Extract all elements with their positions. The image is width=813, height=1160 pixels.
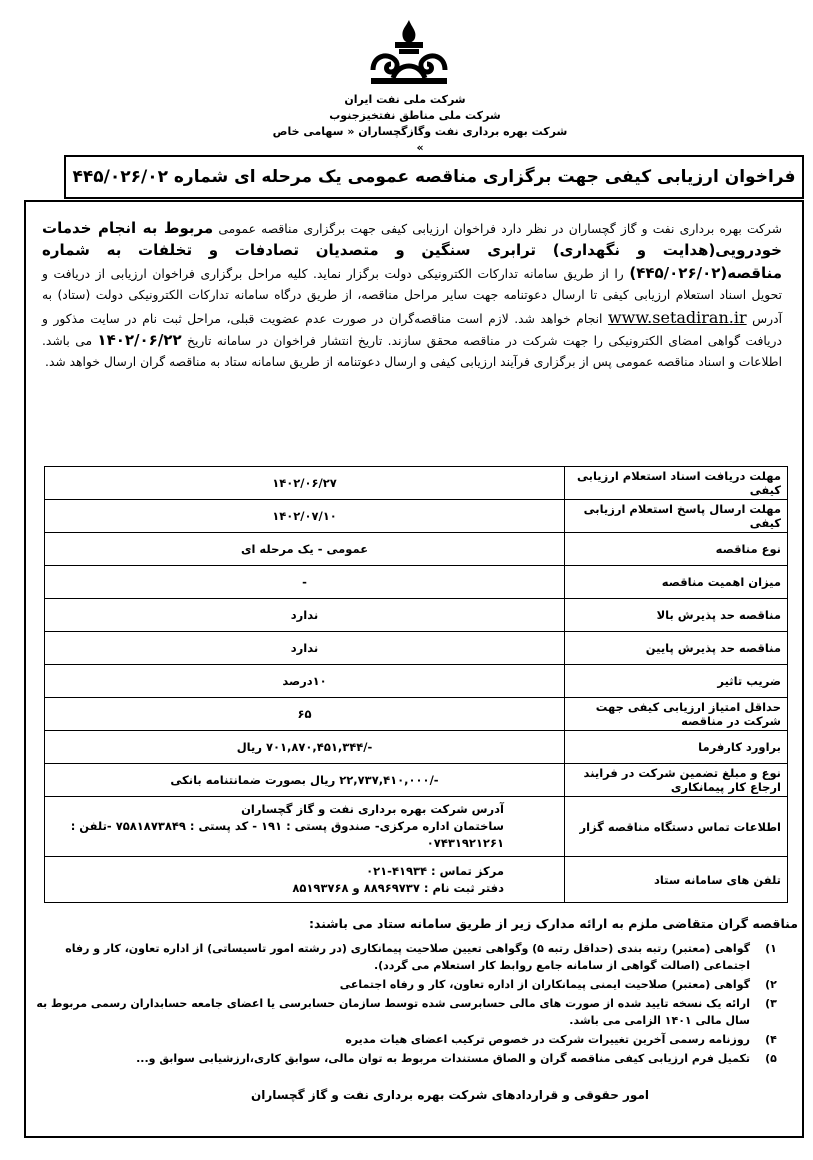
- intro-paragraph: [42, 218, 782, 374]
- tender-info-table: [44, 466, 788, 903]
- table-row: [45, 764, 788, 797]
- intro-part-3: انجام خواهد شد. لازم است مناقصه‌گران در صورت عدم عضویت قبلی، مراحل ثبت نام در سایت مذکور و دریافت گواهی امضای الکترونیکی را جهت شرکت در مناقصه محقق سازند. تاریخ انتشار فراخوان در سامانه تاریخ: [42, 311, 782, 349]
- row-label: مهلت دریافت اسناد استعلام ارزیابی کیفی: [565, 467, 788, 500]
- item-text: تکمیل فرم ارزیابی کیفی مناقصه گران و الصاق مستندات مربوط به توان مالی، سوابق کاری،ارزشیابی سوابق و...: [136, 1052, 750, 1065]
- row-value: ندارد: [45, 599, 565, 632]
- item-number: ۵): [765, 1052, 777, 1065]
- intro-part-4: می باشد. اطلاعات و اسناد مناقصه عمومی پس از برگزاری فرآیند ارزیابی کیفی و ارسال دعوتنامه از طریق سامانه ستاد به مناقصه گران ارسال خواهد شد.: [42, 334, 782, 370]
- setad-label: تلفن های سامانه ستاد: [565, 857, 788, 903]
- company-name-nisoc: شرکت ملی مناطق نفتخیزجنوب: [329, 109, 501, 122]
- table-row-setad: [45, 857, 788, 903]
- company-name-gachsaran: شرکت بهره برداری نفت وگازگچساران « سهامی خاص »: [272, 125, 568, 154]
- setad-call-center: مرکز تماس : ۴۱۹۳۴-۰۲۱: [366, 863, 504, 878]
- table-row: [45, 599, 788, 632]
- company-logo: [365, 18, 453, 88]
- item-number: ۲): [765, 978, 777, 991]
- table-row: [45, 533, 788, 566]
- table-row: [45, 698, 788, 731]
- table-row: [45, 467, 788, 500]
- item-text: روزنامه رسمی آخرین تغییرات شرکت در خصوص ترکیب اعضای هیات مدیره: [345, 1033, 750, 1046]
- table-row: [45, 731, 788, 764]
- setad-value: [45, 857, 565, 903]
- row-value: عمومی - یک مرحله ای: [45, 533, 565, 566]
- row-label: نوع و مبلغ تضمین شرکت در فرایند ارجاع کار پیمانکاری: [565, 764, 788, 797]
- row-value: ۱۰درصد: [45, 665, 565, 698]
- row-label: ضریب تاثیر: [565, 665, 788, 698]
- list-item: [28, 976, 780, 993]
- list-item: [28, 995, 780, 1029]
- contact-address-title: آدرس شرکت بهره برداری نفت و گاز گچساران: [241, 802, 504, 816]
- requirements-list: [28, 940, 780, 1069]
- table-row: [45, 665, 788, 698]
- row-value: ندارد: [45, 632, 565, 665]
- contact-value: [45, 797, 565, 857]
- setad-url-link[interactable]: www.setadiran.ir: [607, 307, 747, 327]
- item-text: ارائه یک نسخه تایید شده از صورت های مالی حسابرسی شده توسط سازمان حسابرسی یا اعضای جامعه حسابداران رسمی مربوط به سال مالی ۱۴۰۱ الزامی می باشد.: [36, 997, 750, 1027]
- row-value: -: [45, 566, 565, 599]
- footer-signature: امور حقوقی و قراردادهای شرکت بهره برداری نفت و گاز گچساران: [251, 1088, 649, 1102]
- list-item: [28, 1031, 780, 1048]
- intro-bold-subject: مربوط به انجام خدمات خودرویی(هدایت و نگهداری) ترابری سنگین و متصدیان تصادفات و تخلفات به شماره مناقصه(۴۴۵/۰۲۶/۰۲): [42, 219, 782, 282]
- row-value: -/۲۲,۷۳۷,۴۱۰,۰۰۰ ریال بصورت ضمانتنامه بانکی: [45, 764, 565, 797]
- contact-label: اطلاعات تماس دستگاه مناقصه گزار: [565, 797, 788, 857]
- list-item: [28, 1050, 780, 1067]
- row-value: -/۷۰۱,۸۷۰,۴۵۱,۳۴۴ ریال: [45, 731, 565, 764]
- intro-part-2: را از طریق سامانه تدارکات الکترونیکی دولت برگزار نماید. کلیه مراحل برگزاری فراخوان ارزیابی از دریافت و تحویل اسناد استعلام ارزیابی کیفی تا ارسال دعوتنامه جهت سایر مراحل مناقصه، از طریق درگاه سامانه تدارکات الکترونیکی دولت (ستاد) به آدرس: [42, 266, 782, 326]
- list-item: [28, 940, 780, 974]
- row-value: ۱۴۰۲/۰۶/۲۷: [45, 467, 565, 500]
- item-number: ۱): [765, 942, 777, 955]
- tender-title: فراخوان ارزیابی کیفی جهت برگزاری مناقصه عمومی یک مرحله ای شماره ۴۴۵/۰۲۶/۰۲: [64, 155, 804, 199]
- item-number: ۳): [765, 997, 777, 1010]
- row-label: حداقل امتیاز ارزیابی کیفی جهت شرکت در مناقصه: [565, 698, 788, 731]
- table-row-contact: [45, 797, 788, 857]
- intro-part-1: شرکت بهره برداری نفت و گاز گچساران در نظر دارد فراخوان ارزیابی کیفی جهت برگزاری مناقصه عمومی: [218, 222, 782, 236]
- contact-address-detail: ساختمان اداره مرکزی- صندوق پستی : ۱۹۱ - کد پستی : ۷۵۸۱۸۷۳۸۴۹ -تلفن : ۰۷۴۳۱۹۲۱۲۶۱: [70, 819, 504, 850]
- company-name-nioc: شرکت ملی نفت ایران: [344, 93, 466, 106]
- row-label: نوع مناقصه: [565, 533, 788, 566]
- table-row: [45, 566, 788, 599]
- row-value: ۶۵: [45, 698, 565, 731]
- publish-date: ۱۴۰۲/۰۶/۲۲: [97, 331, 182, 350]
- row-label: مناقصه حد پذیرش پایین: [565, 632, 788, 665]
- row-label: براورد کارفرما: [565, 731, 788, 764]
- row-value: ۱۴۰۲/۰۷/۱۰: [45, 500, 565, 533]
- item-text: گواهی (معتبر) رتبه بندی (حداقل رتبه ۵) وگواهی تعیین صلاحیت پیمانکاری (در رشته امور تاسیساتی) از اداره تعاون، کار و رفاه اجتماعی (اصالت گواهی از سامانه جامع روابط کار استعلام می گردد).: [65, 942, 750, 972]
- item-number: ۴): [765, 1033, 777, 1046]
- row-label: مناقصه حد پذیرش بالا: [565, 599, 788, 632]
- setad-registration: دفتر ثبت نام : ۸۸۹۶۹۷۳۷ و ۸۵۱۹۳۷۶۸: [292, 880, 504, 895]
- item-text: گواهی (معتبر) صلاحیت ایمنی پیمانکاران از اداره تعاون، کار و رفاه اجتماعی: [339, 978, 750, 991]
- row-label: میزان اهمیت مناقصه: [565, 566, 788, 599]
- row-label: مهلت ارسال پاسخ استعلام ارزیابی کیفی: [565, 500, 788, 533]
- table-row: [45, 632, 788, 665]
- requirements-heading: مناقصه گران متقاضی ملزم به ارائه مدارک زیر از طریق سامانه ستاد می باشند:: [308, 916, 798, 931]
- table-row: [45, 500, 788, 533]
